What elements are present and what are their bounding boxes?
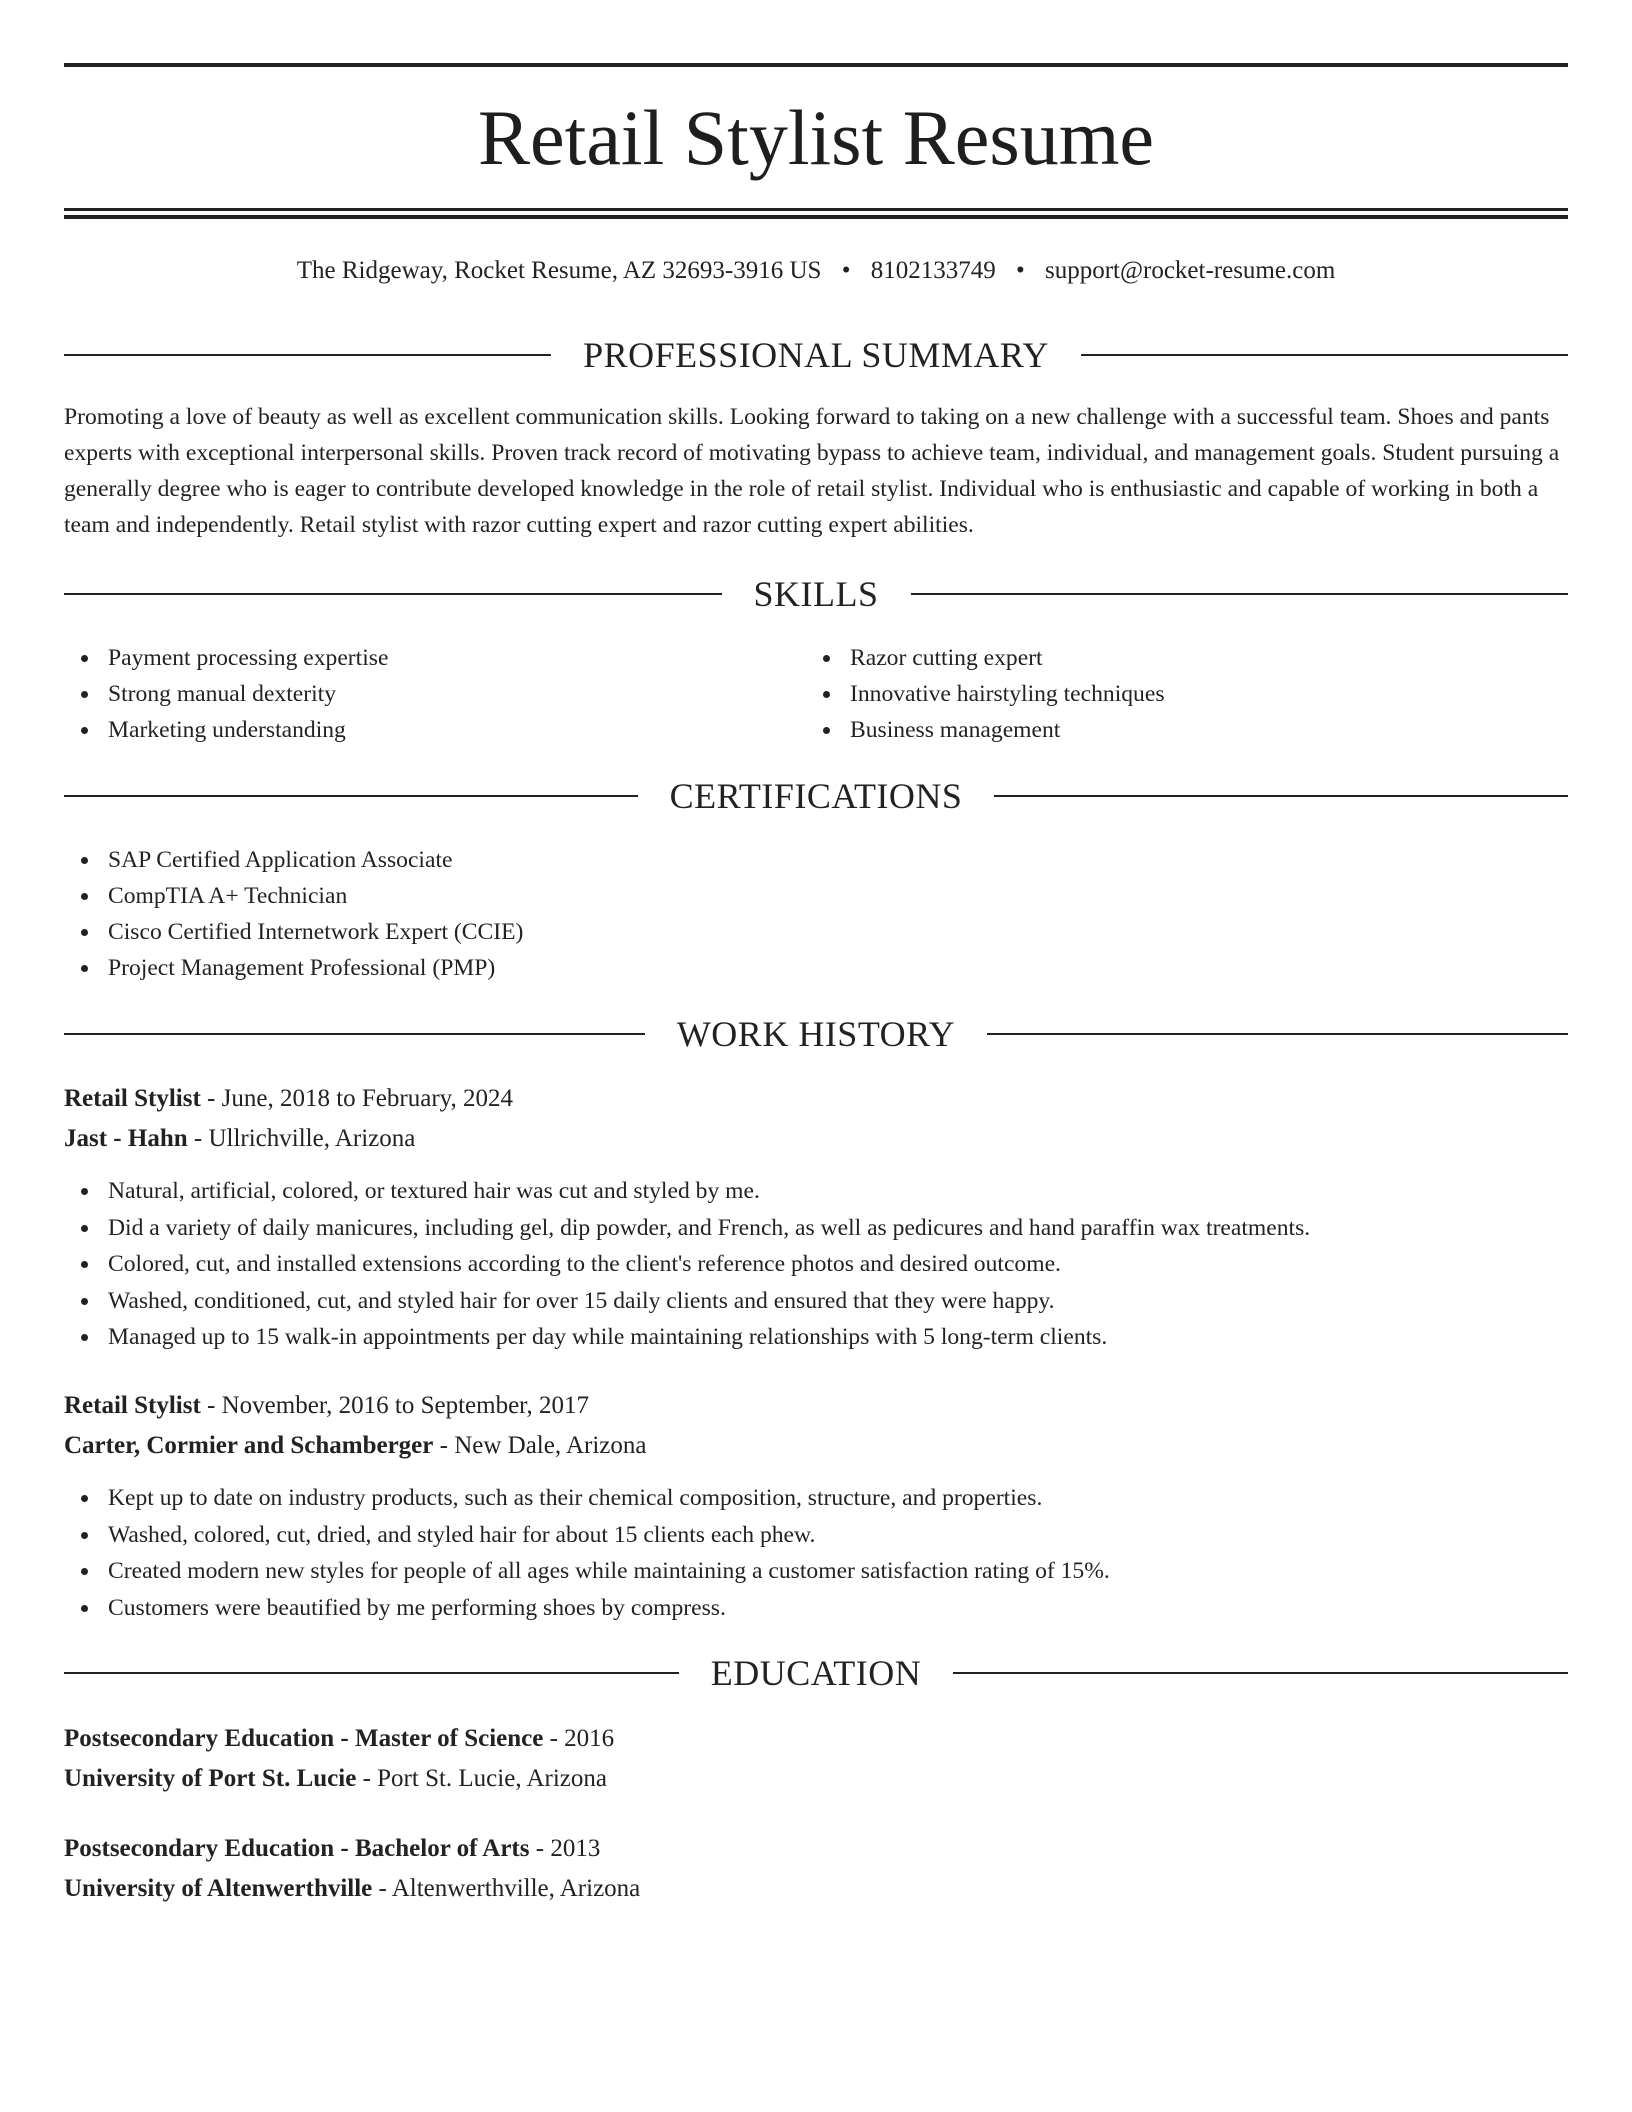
section-rule (987, 1033, 1568, 1035)
education-school-line (64, 1759, 1568, 1799)
section-title: CERTIFICATIONS (669, 776, 963, 816)
section-rule (1081, 354, 1568, 356)
contact-line (64, 253, 1568, 289)
skills-list-right (806, 640, 1506, 748)
list-item: Cisco Certified Internetwork Expert (CCIE) (64, 914, 1568, 950)
job-dates: - June, 2018 to February, 2024 (200, 1085, 514, 1112)
section-header-work (64, 1012, 1568, 1056)
education-school: University of Port St. Lucie (64, 1765, 357, 1792)
job-location: - Ullrichville, Arizona (187, 1125, 416, 1152)
list-item: Did a variety of daily manicures, including gel, dip powder, and French, as well as pedicures and hand paraffin wax treatments. (64, 1210, 1568, 1247)
list-item: Washed, colored, cut, dried, and styled hair for about 15 clients each phew. (64, 1517, 1568, 1554)
summary-text: Promoting a love of beauty as well as excellent communication skills. Looking forward to taking on a new challenge with a successful team. Shoes and pants experts with exceptional interpersonal skills. Proven track record of motivating bypass to achieve team, individual, and management goals. Student pursuing a generally degree who is eager to contribute developed knowledge in the role of retail stylist. Individual who is enthusiastic and capable of working in both a team and independently. Retail stylist with razor cutting expert and razor cutting expert abilities. (64, 404, 1560, 538)
education-degree: Postsecondary Education - Bachelor of Arts (64, 1835, 530, 1862)
education-entry (64, 1719, 1568, 1799)
list-item: Innovative hairstyling techniques (806, 676, 1506, 712)
job-title: Retail Stylist (64, 1085, 201, 1112)
title-rule-upper (64, 208, 1568, 211)
title-rule-lower (64, 215, 1568, 219)
section-title: SKILLS (753, 574, 879, 614)
job-company: Carter, Cormier and Schamberger (64, 1432, 434, 1459)
section-rule (994, 795, 1568, 797)
top-rule (64, 63, 1568, 67)
job-company-line (64, 1426, 1568, 1466)
contact-phone: 8102133749 (870, 257, 996, 284)
section-title: WORK HISTORY (676, 1014, 956, 1054)
job-entry (64, 1386, 1568, 1466)
section-rule (64, 593, 722, 595)
education-degree: Postsecondary Education - Master of Science (64, 1725, 544, 1752)
list-item: Created modern new styles for people of all ages while maintaining a customer satisfaction rating of 15%. (64, 1553, 1568, 1590)
education-location: - Port St. Lucie, Arizona (356, 1765, 607, 1792)
education-degree-line (64, 1829, 1568, 1869)
list-item: Marketing understanding (64, 712, 764, 748)
section-title: EDUCATION (710, 1653, 922, 1693)
job-dates: - November, 2016 to September, 2017 (200, 1392, 589, 1419)
list-item: Payment processing expertise (64, 640, 764, 676)
list-item: Washed, conditioned, cut, and styled hair for over 15 daily clients and ensured that they were happy. (64, 1283, 1568, 1320)
contact-separator: • (841, 257, 851, 284)
job-entry (64, 1079, 1568, 1159)
list-item: SAP Certified Application Associate (64, 842, 1568, 878)
list-item: Razor cutting expert (806, 640, 1506, 676)
job-company: Jast - Hahn (64, 1125, 188, 1152)
list-item: Project Management Professional (PMP) (64, 950, 1568, 986)
section-header-education (64, 1651, 1568, 1695)
section-rule (64, 795, 638, 797)
list-item: Colored, cut, and installed extensions according to the client's reference photos and desired outcome. (64, 1246, 1568, 1283)
education-entry (64, 1829, 1568, 1909)
education-year: - 2016 (543, 1725, 615, 1752)
contact-address: The Ridgeway, Rocket Resume, AZ 32693-3916 US (296, 257, 822, 284)
section-rule (953, 1672, 1568, 1674)
section-title: PROFESSIONAL SUMMARY (583, 335, 1049, 375)
education-location: - Altenwerthville, Arizona (372, 1875, 641, 1902)
education-school-line (64, 1869, 1568, 1909)
section-rule (911, 593, 1569, 595)
contact-email: support@rocket-resume.com (1044, 257, 1336, 284)
section-header-skills (64, 572, 1568, 616)
job-bullets (64, 1480, 1568, 1626)
job-title-line (64, 1386, 1568, 1426)
education-school: University of Altenwerthville (64, 1875, 373, 1902)
section-rule (64, 1672, 679, 1674)
job-title-line (64, 1079, 1568, 1119)
list-item: CompTIA A+ Technician (64, 878, 1568, 914)
list-item: Natural, artificial, colored, or textured hair was cut and styled by me. (64, 1173, 1568, 1210)
resume-title: Retail Stylist Resume (478, 94, 1154, 181)
education-year: - 2013 (529, 1835, 601, 1862)
education-degree-line (64, 1719, 1568, 1759)
section-rule (64, 354, 551, 356)
job-company-line (64, 1119, 1568, 1159)
section-rule (64, 1033, 645, 1035)
job-location: - New Dale, Arizona (433, 1432, 647, 1459)
section-header-summary (64, 333, 1568, 377)
contact-separator: • (1015, 257, 1025, 284)
list-item: Kept up to date on industry products, such as their chemical composition, structure, and properties. (64, 1480, 1568, 1517)
section-header-certifications (64, 774, 1568, 818)
job-title: Retail Stylist (64, 1392, 201, 1419)
skills-list-left (64, 640, 764, 748)
job-bullets (64, 1173, 1568, 1356)
list-item: Strong manual dexterity (64, 676, 764, 712)
list-item: Managed up to 15 walk-in appointments per day while maintaining relationships with 5 long-term clients. (64, 1319, 1568, 1356)
list-item: Business management (806, 712, 1506, 748)
list-item: Customers were beautified by me performing shoes by compress. (64, 1590, 1568, 1627)
certifications-list (64, 842, 1568, 986)
